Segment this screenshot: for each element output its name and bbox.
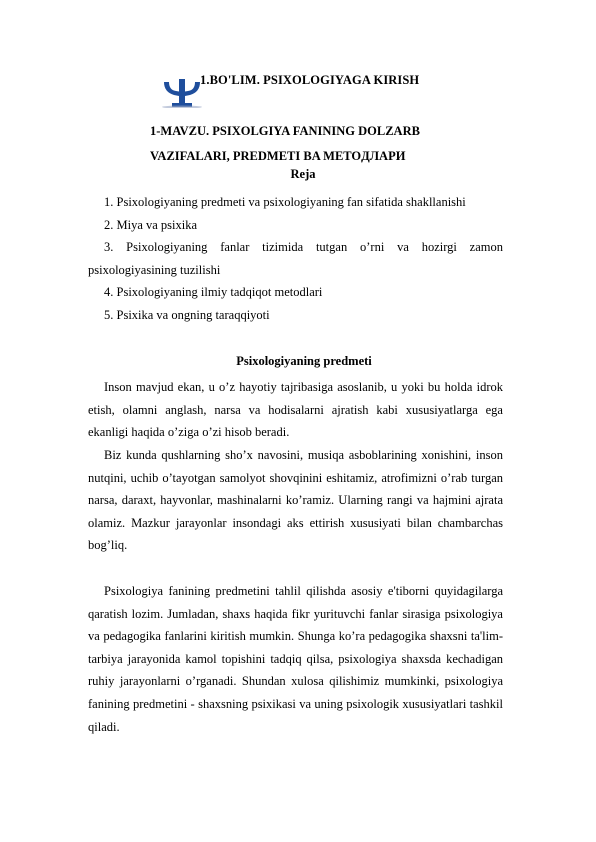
section-heading [0,354,596,369]
topic-title-line1: 1-MAVZU. PSIXOLGIYA FANINING DOLZARB [150,124,420,138]
paragraph-text: Psixologiya fanining predmetini tahlil qilishda asosiy e'tiborni quyidagilarga qaratish lozim. Jumladan, shaxs haqida fikr yurituvchi fanlar sirasiga psixologiya va pedagogika fanlarini kiritish mumkin. Shunga ko’ra pedagogika shaxsni ta'lim-tarbiya jarayonida kamol topishini tadqiq qilsa, psixologiya shaxsda kechadigan ruhiy jarayonlarni o’rganadi. Shundan xulosa qilishimiz mumkinki, psixologiya fanining predmetini - shaxsning psixikasi va uning psixologik xususiyatlari tashkil qiladi. [88,584,503,734]
paragraph [88,580,503,738]
paragraph-text: Inson mavjud ekan, u o’z hayotiy tajribasiga asoslanib, u yoki bu holda idrok etish, olamni anglash, narsa va hodisalarni ajratish kabi xususiyatlarga ega ekanligi haqida o’ziga o’zi hisob beradi. [88,380,503,440]
plan-heading-text: Reja [290,167,316,181]
paragraph [88,444,503,557]
chapter-title: 1.BO'LIM. PSIXOLOGIYAGA KIRISH [200,73,420,87]
plan-item: 2. Miya va psixika [104,217,198,232]
section-heading-text: Psixologiyaning predmeti [236,354,372,368]
paragraph-text: Biz kunda qushlarning sho’x navosini, musiqa asboblarining xonishini, inson nutqini, uchib o’tayotgan samolyot shovqinini eshitamiz, atrofimizni o’rab turgan narsa, daraxt, hayvonlar, mashinalarni ko’ramiz. Ularning rangi va hajmini ajrata olamiz. Mazkur jarayonlar insondagi aks ettirish xususiyati bilan chambarchas bog’liq. [88,448,503,553]
plan-list [88,191,503,327]
psi-logo-icon [160,78,204,108]
plan-item: 5. Psixika va ongning taraqqiyoti [104,307,270,322]
plan-item: 1. Psixologiyaning predmeti va psixologiyaning fan sifatida shakllanishi [104,195,466,209]
plan-item: 3. Psixologiyaning fanlar tizimida tutgan o’rni va hozirgi zamon psixologiyasining tuzilishi [88,240,503,277]
plan-heading [0,167,596,182]
topic-title-line2: VAZIFALARI, PREDMETI BA METOДЛАРИ [150,149,406,163]
paragraph [88,376,503,444]
plan-item: 4. Psixologiyaning ilmiy tadqiqot metodlari [104,285,323,300]
